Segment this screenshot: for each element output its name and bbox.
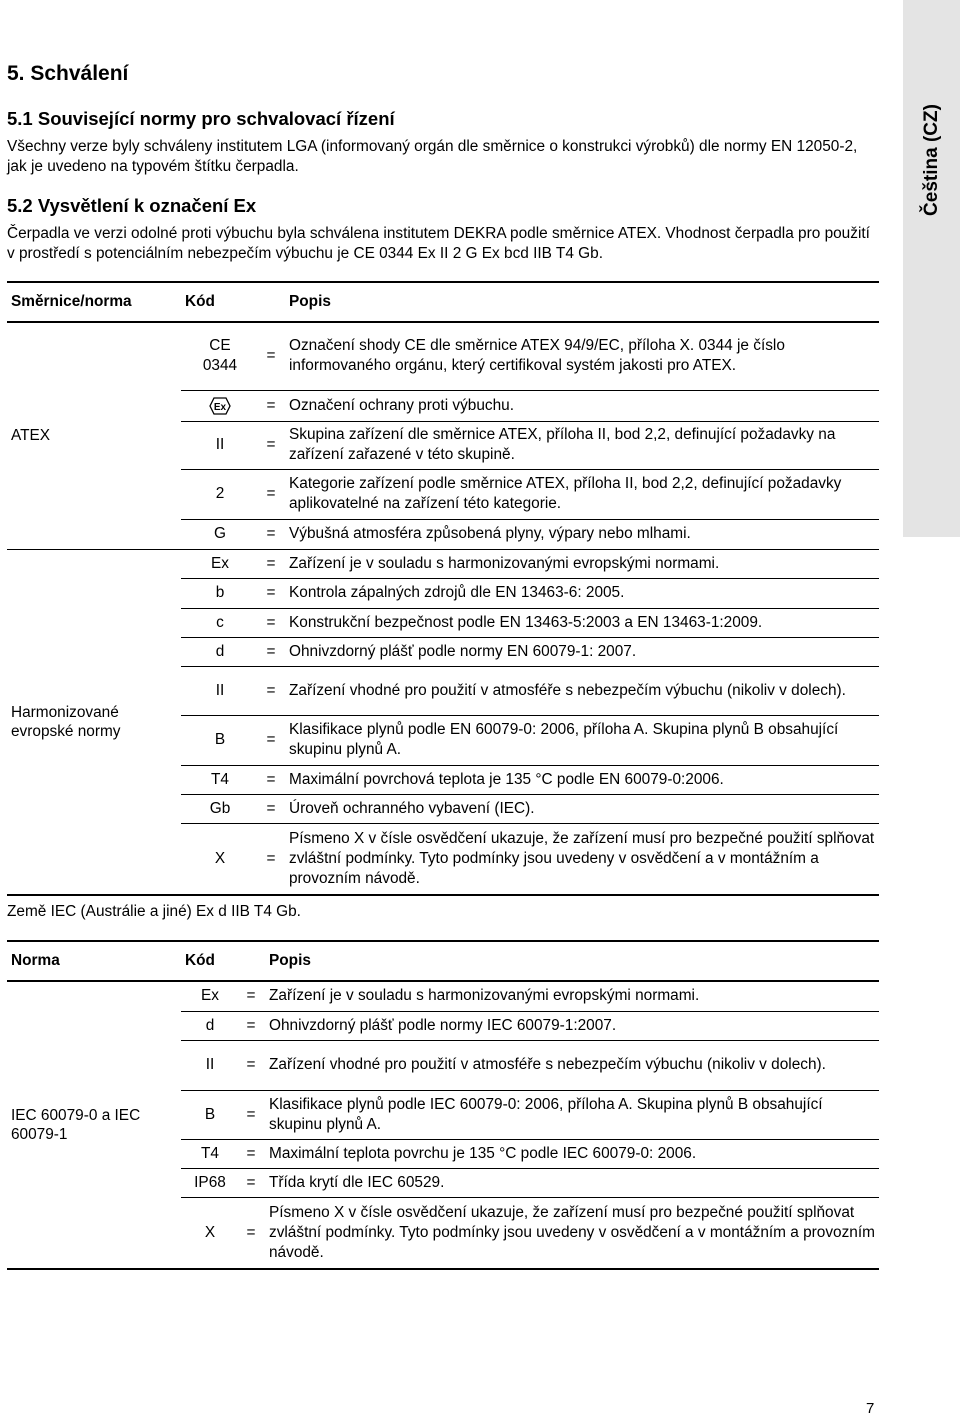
equals-sign: =: [259, 608, 283, 637]
description-cell: Označení shody CE dle směrnice ATEX 94/9/EC, příloha X. 0344 je číslo informovaného orgánu, který certifikoval systém jakosti pro ATEX.: [283, 322, 879, 390]
code-cell: d: [181, 637, 259, 666]
description-cell: Označení ochrany proti výbuchu.: [283, 390, 879, 421]
header-description: Popis: [283, 282, 879, 322]
subsection-5-2-text: Čerpadla ve verzi odolné proti výbuchu byla schválena institutem DEKRA podle směrnice ATEX. Vhodnost čerpadla pro použití v prostředí s potenciálním nebezpečím výbuchu je CE 0344 Ex II 2 G Ex bcd IIB T4 Gb.: [7, 225, 870, 262]
equals-sign: =: [239, 1090, 263, 1139]
language-side-tab: [903, 0, 960, 537]
code-cell: b: [181, 578, 259, 608]
code-cell: d: [181, 1011, 239, 1040]
description-cell: Ohnivzdorný plášť podle normy IEC 60079-1:2007.: [263, 1011, 879, 1040]
header-directive: Směrnice/norma: [7, 282, 181, 322]
equals-sign: =: [239, 981, 263, 1011]
subsection-5-1-heading: 5.1 Související normy pro schvalovací řízení: [7, 108, 395, 129]
description-cell: Maximální povrchová teplota je 135 °C podle EN 60079-0:2006.: [283, 765, 879, 794]
description-cell: Maximální teplota povrchu je 135 °C podle IEC 60079-0: 2006.: [263, 1139, 879, 1168]
code-cell: B: [181, 1090, 239, 1139]
group-iec: IEC 60079-0 a IEC 60079-1: [7, 981, 181, 1269]
description-cell: Klasifikace plynů podle EN 60079-0: 2006, příloha A. Skupina plynů B obsahující skupinu plynů A.: [283, 715, 879, 765]
description-cell: Skupina zařízení dle směrnice ATEX, příloha II, bod 2,2, definující požadavky na zařízení zařazené v této skupině.: [283, 421, 879, 469]
header-code: Kód: [181, 941, 239, 981]
description-cell: Zařízení je v souladu s harmonizovanými evropskými normami.: [283, 549, 879, 578]
code-cell: Ex: [181, 549, 259, 578]
description-cell: Úroveň ochranného vybavení (IEC).: [283, 794, 879, 823]
description-cell: Výbušná atmosféra způsobená plyny, výpary nebo mlhami.: [283, 519, 879, 549]
language-label: Čeština (CZ): [920, 104, 942, 216]
equals-sign: =: [259, 637, 283, 666]
equals-sign: =: [259, 469, 283, 519]
code-cell: [181, 390, 259, 421]
group-harmonized: Harmonizované evropské normy: [7, 549, 181, 895]
svg-text:Ex: Ex: [213, 402, 227, 414]
code-cell: G: [181, 519, 259, 549]
code-cell: T4: [181, 1139, 239, 1168]
description-cell: Ohnivzdorný plášť podle normy EN 60079-1: 2007.: [283, 637, 879, 666]
equals-sign: =: [239, 1139, 263, 1168]
equals-sign: =: [239, 1011, 263, 1040]
description-cell: Písmeno X v čísle osvědčení ukazuje, že zařízení musí pro bezpečné použití splňovat zvláštní podmínky. Tyto podmínky jsou uvedeny v osvědčení a v montážním a provozním návodě.: [283, 823, 879, 895]
equals-sign: =: [259, 421, 283, 469]
code-cell: T4: [181, 765, 259, 794]
header-description: Popis: [263, 941, 879, 981]
description-cell: Písmeno X v čísle osvědčení ukazuje, že zařízení musí pro bezpečné použití splňovat zvláštní podmínky. Tyto podmínky jsou uvedeny v osvědčení a v montážním a provozním návodě.: [263, 1197, 879, 1269]
subsection-5-2-heading: 5.2 Vysvětlení k označení Ex: [7, 195, 257, 216]
code-cell: IP68: [181, 1168, 239, 1197]
code-cell: B: [181, 715, 259, 765]
code-cell: Ex: [181, 981, 239, 1011]
section-title: 5. Schválení: [7, 62, 129, 85]
subsection-5-1-text: Všechny verze byly schváleny institutem LGA (informovaný orgán dle směrnice o konstrukci výrobků) dle normy EN 12050-2, jak je uvedeno na typovém štítku čerpadla.: [7, 138, 858, 175]
code-cell: II: [181, 421, 259, 469]
equals-sign: =: [259, 322, 283, 390]
ex-hexagon-icon: [209, 397, 231, 413]
description-cell: Zařízení vhodné pro použití v atmosféře s nebezpečím výbuchu (nikoliv v dolech).: [283, 666, 879, 715]
code-cell: 2: [181, 469, 259, 519]
code-cell: CE 0344: [181, 322, 259, 390]
equals-sign: =: [239, 1040, 263, 1090]
code-cell: X: [181, 1197, 239, 1269]
equals-sign: =: [259, 578, 283, 608]
equals-sign: =: [259, 390, 283, 421]
description-cell: Zařízení je v souladu s harmonizovanými evropskými normami.: [263, 981, 879, 1011]
equals-sign: =: [259, 765, 283, 794]
code-cell: II: [181, 666, 259, 715]
equals-sign: =: [259, 794, 283, 823]
description-cell: Kategorie zařízení podle směrnice ATEX, příloha II, bod 2,2, definující požadavky aplikovatelné na zařízení této kategorie.: [283, 469, 879, 519]
code-cell: Gb: [181, 794, 259, 823]
header-code: Kód: [181, 282, 259, 322]
code-cell: X: [181, 823, 259, 895]
header-standard: Norma: [7, 941, 181, 981]
code-cell: c: [181, 608, 259, 637]
equals-sign: =: [259, 715, 283, 765]
equals-sign: =: [259, 823, 283, 895]
description-cell: Konstrukční bezpečnost podle EN 13463-5:2003 a EN 13463-1:2009.: [283, 608, 879, 637]
atex-marking-table: [7, 281, 879, 896]
description-cell: Zařízení vhodné pro použití v atmosféře s nebezpečím výbuchu (nikoliv v dolech).: [263, 1040, 879, 1090]
equals-sign: =: [259, 666, 283, 715]
equals-sign: =: [259, 549, 283, 578]
iec-marking-table: [7, 940, 879, 1270]
equals-sign: =: [259, 519, 283, 549]
group-atex: ATEX: [7, 322, 181, 549]
page-number: 7: [866, 1400, 875, 1417]
description-cell: Třída krytí dle IEC 60529.: [263, 1168, 879, 1197]
description-cell: Klasifikace plynů podle IEC 60079-0: 2006, příloha A. Skupina plynů B obsahující skupinu plynů A.: [263, 1090, 879, 1139]
equals-sign: =: [239, 1197, 263, 1269]
description-cell: Kontrola zápalných zdrojů dle EN 13463-6: 2005.: [283, 578, 879, 608]
equals-sign: =: [239, 1168, 263, 1197]
code-cell: II: [181, 1040, 239, 1090]
iec-countries-note: Země IEC (Austrálie a jiné) Ex d IIB T4 Gb.: [7, 903, 301, 920]
